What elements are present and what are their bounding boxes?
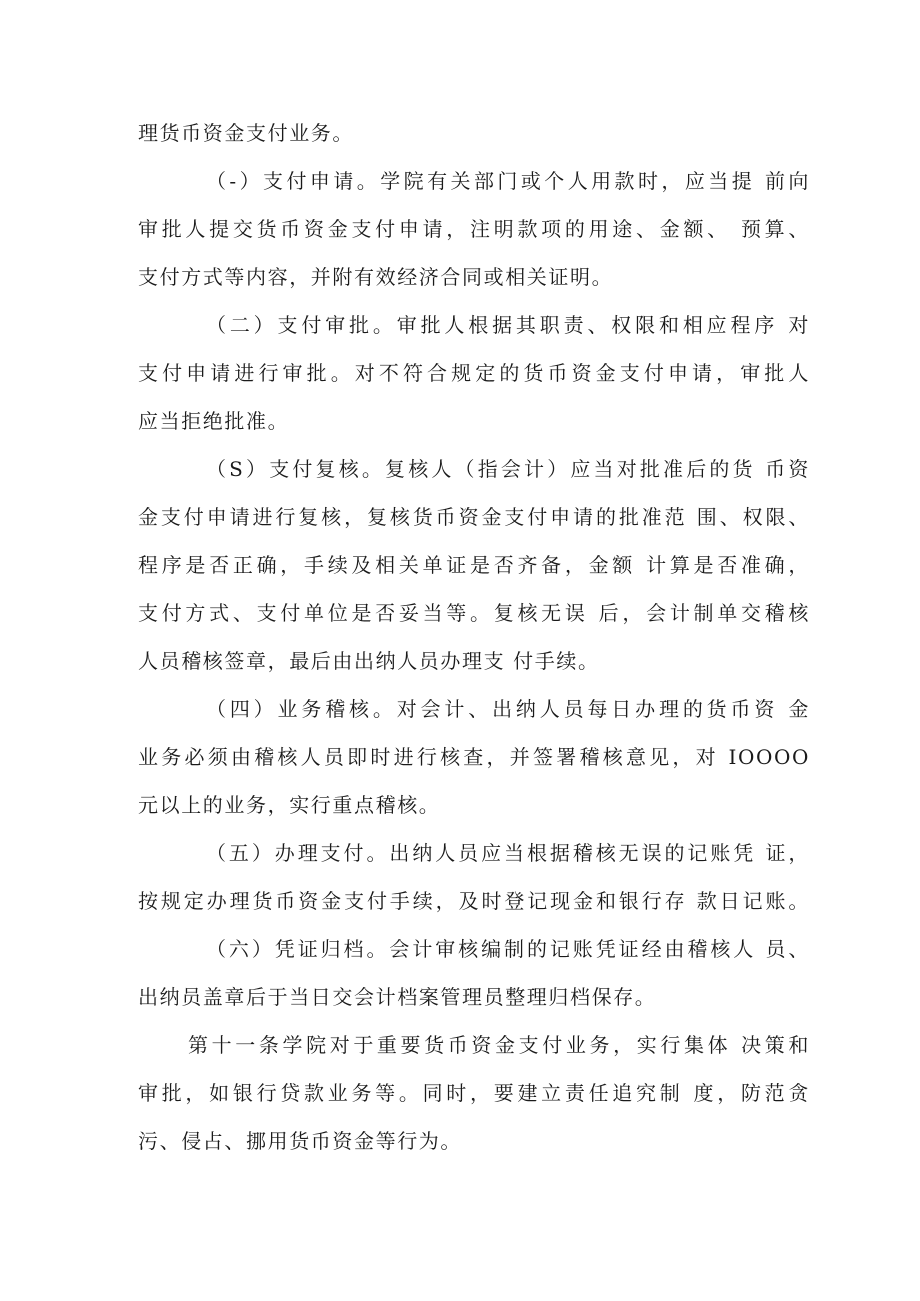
text-line: （S）支付复核。复核人（指会计）应当对批准后的货 币资 — [206, 457, 810, 481]
text-line: （-）支付申请。学院有关部门或个人用款时，应当提 前向 — [206, 169, 810, 193]
text-line: 元以上的业务，实行重点稽核。 — [138, 793, 441, 817]
text-line: （六）凭证归档。会计审核编制的记账凭证经由稽核人 员、 — [206, 937, 810, 961]
text-line: 金支付申请进行复核，复核货币资金支付申请的批准范 围、权限、 — [138, 505, 810, 529]
text-line: 审批，如银行贷款业务等。同时，要建立责任追究制 度，防范贪 — [138, 1081, 810, 1105]
paragraph-voucher-archiving — [138, 925, 810, 1021]
text-line: 支付申请进行审批。对不符合规定的货币资金支付申请，审批人 — [138, 361, 810, 385]
text-line: （五）办理支付。出纳人员应当根据稽核无误的记账凭 证， — [206, 841, 810, 865]
text-line: 人员稽核签章，最后由出纳人员办理支 付手续。 — [138, 649, 600, 673]
document-body — [138, 109, 810, 1165]
text-line: （二）支付审批。审批人根据其职责、权限和相应程序 对 — [206, 313, 810, 337]
text-line: 第十一条学院对于重要货币资金支付业务，实行集体 决策和 — [188, 1033, 810, 1057]
text-line: 业务必须由稽核人员即时进行核查，并签署稽核意见，对 IOOOO — [138, 745, 810, 769]
text-line: 按规定办理货币资金支付手续，及时登记现金和银行存 款日记账。 — [138, 889, 810, 913]
text-line: 支付方式等内容，并附有效经济合同或相关证明。 — [138, 265, 614, 289]
text-line: 审批人提交货币资金支付申请，注明款项的用途、金额、 预算、 — [138, 217, 810, 241]
text-line: 污、侵占、挪用货币资金等行为。 — [138, 1129, 462, 1153]
text-line: （四）业务稽核。对会计、出纳人员每日办理的货币资 金 — [206, 697, 810, 721]
text-line: 支付方式、支付单位是否妥当等。复核无误 后，会计制单交稽核 — [138, 601, 810, 625]
paragraph-payment-review — [138, 445, 810, 685]
paragraph-intro-tail — [138, 109, 810, 157]
text-line: 理货币资金支付业务。 — [138, 121, 354, 145]
paragraph-payment-application — [138, 157, 810, 301]
paragraph-process-payment — [138, 829, 810, 925]
paragraph-article-eleven — [138, 1021, 810, 1165]
text-line: 程序是否正确，手续及相关单证是否齐备，金额 计算是否准确， — [138, 553, 810, 577]
text-line: 出纳员盖章后于当日交会计档案管理员整理归档保存。 — [138, 985, 657, 1009]
text-line: 应当拒绝批准。 — [138, 409, 290, 433]
paragraph-business-audit — [138, 685, 810, 829]
paragraph-payment-approval — [138, 301, 810, 445]
